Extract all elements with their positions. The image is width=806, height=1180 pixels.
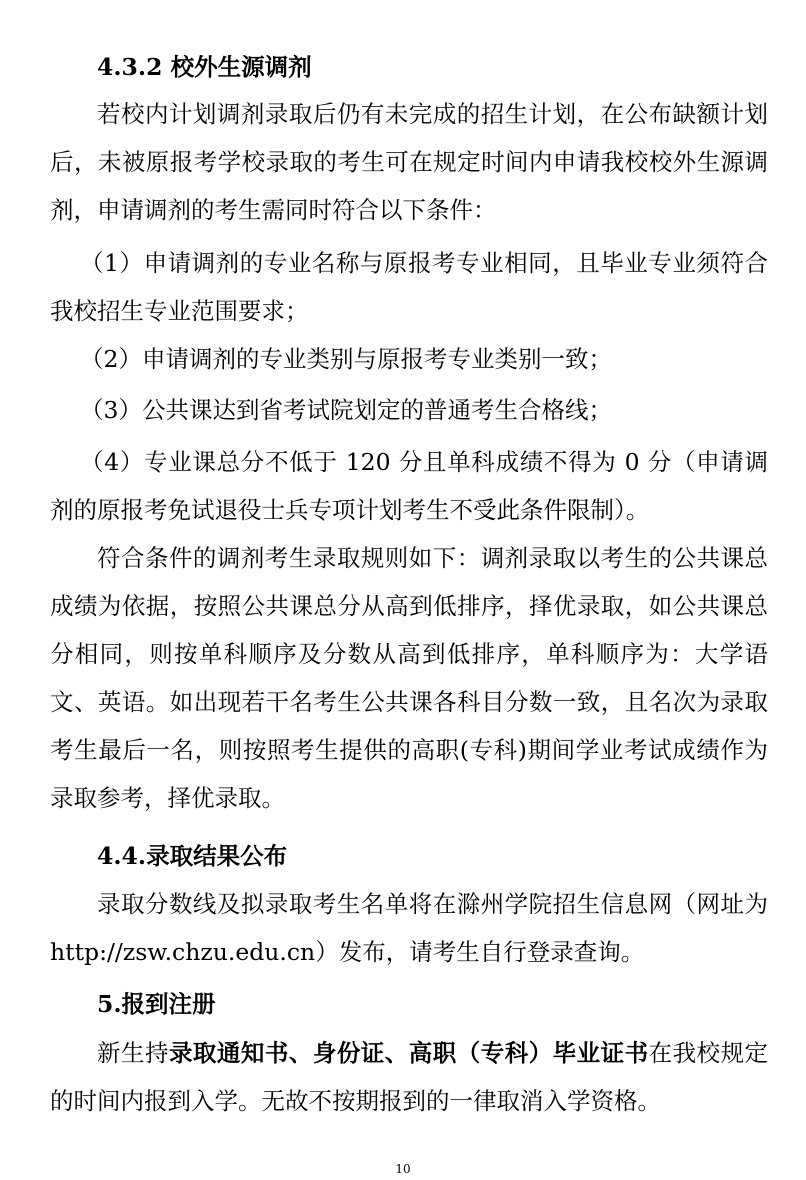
section-4-3-2-heading: 4.3.2 校外生源调剂	[97, 53, 312, 81]
section-4-4-body: 录取分数线及拟录取考生名单将在滁州学院招生信息网（网址为 http://zsw.chzu.edu.cn）发布，请考生自行登录查询。	[50, 890, 768, 966]
section-4-3-2-intro: 若校内计划调剂录取后仍有未完成的招生计划，在公布缺额计划后，未被原报考学校录取的考生可在规定时间内申请我校校外生源调剂，申请调剂的考生需同时符合以下条件：	[50, 100, 768, 224]
page-number: 10	[395, 1162, 411, 1176]
section-5-body	[50, 1029, 768, 1125]
condition-1: （1）申请调剂的专业名称与原报考专业相同，且毕业专业须符合我校招生专业范围要求；	[50, 249, 768, 325]
section-5-body-suffix: 在我校规定的时间内报到入学。无故不按期报到的一律取消入学资格。	[50, 1039, 769, 1115]
condition-4: （4）专业课总分不低于 120 分且单科成绩不得为 0 分（申请调剂的原报考免试退役士兵专项计划考生不受此条件限制）。	[50, 448, 768, 524]
section-5-body-required-documents: 录取通知书、身份证、高职（专科）毕业证书	[168, 1039, 649, 1067]
section-5-heading: 5.报到注册	[97, 990, 216, 1018]
section-5-body-prefix: 新生持	[97, 1039, 169, 1067]
condition-2: （2）申请调剂的专业类别与原报考专业类别一致；	[80, 345, 612, 373]
section-4-4-heading: 4.4.录取结果公布	[97, 842, 288, 870]
admission-rules: 符合条件的调剂考生录取规则如下：调剂录取以考生的公共课总成绩为依据，按照公共课总分从高到低排序，择优录取，如公共课总分相同，则按单科顺序及分数从高到低排序，单科顺序为：大学语文、英语。如出现若干名考生公共课各科目分数一致，且名次为录取考生最后一名，则按照考生提供的高职(专科)期间学业考试成绩作为录取参考，择优录取。	[50, 544, 768, 812]
condition-3: （3）公共课达到省考试院划定的普通考生合格线；	[80, 396, 612, 424]
